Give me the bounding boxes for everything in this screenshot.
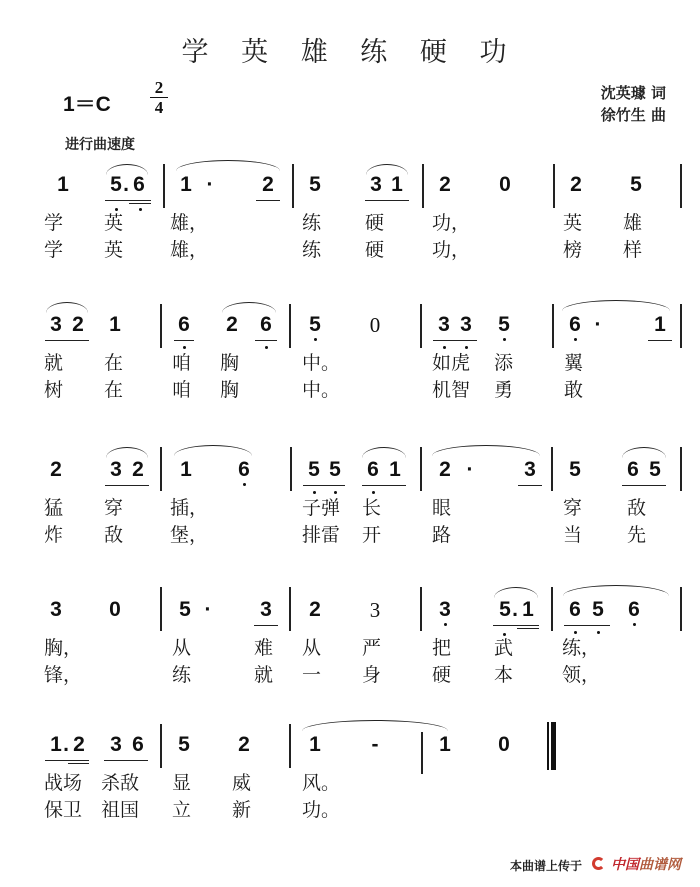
underline bbox=[648, 340, 672, 341]
note: 1 bbox=[654, 313, 666, 336]
note: 3 bbox=[369, 598, 381, 622]
note: 1 bbox=[389, 458, 401, 481]
note: 5 bbox=[569, 458, 581, 481]
lyric-verse1: 把 bbox=[432, 637, 452, 659]
note: - bbox=[371, 733, 379, 756]
note: 0 bbox=[369, 313, 381, 337]
note: 6 bbox=[569, 598, 581, 621]
time-signature bbox=[150, 79, 168, 116]
note: 6 bbox=[569, 313, 581, 336]
bar-line bbox=[292, 164, 294, 208]
lyric-verse2: 在 bbox=[104, 379, 124, 401]
note: 3 bbox=[50, 598, 62, 621]
low-dot bbox=[115, 208, 118, 211]
lyric-verse1: 敌 bbox=[627, 497, 647, 519]
note: 3 bbox=[439, 598, 451, 621]
lyric-verse1: 雄， bbox=[170, 212, 209, 234]
lyric-verse2: 雄， bbox=[170, 239, 209, 261]
lyric-verse2: 样 bbox=[623, 239, 643, 261]
low-dot bbox=[183, 346, 186, 349]
lyric-verse2: 当 bbox=[563, 524, 583, 546]
lyric-verse2: 领， bbox=[562, 664, 601, 686]
note: 5 bbox=[179, 598, 191, 621]
note: 5 bbox=[630, 173, 642, 196]
lyric-verse1: 眼 bbox=[432, 497, 452, 519]
final-barline-thin bbox=[547, 722, 549, 770]
slur bbox=[46, 302, 88, 313]
note: 6 bbox=[260, 313, 272, 336]
note: 0 bbox=[499, 173, 511, 196]
low-dot bbox=[633, 623, 636, 626]
low-dot bbox=[503, 338, 506, 341]
underline bbox=[45, 340, 89, 341]
tie bbox=[176, 160, 280, 171]
note: 5 bbox=[498, 313, 510, 336]
note: 1 bbox=[180, 458, 192, 481]
note: 2 bbox=[439, 458, 451, 481]
lyric-verse2: 中。 bbox=[302, 379, 341, 401]
bar-line bbox=[289, 304, 291, 348]
lyric-verse2: 胸 bbox=[220, 379, 240, 401]
note: . bbox=[512, 598, 518, 621]
lyric-verse2: 榜 bbox=[563, 239, 583, 261]
lyric-verse2: 立 bbox=[172, 799, 192, 821]
note: 6 bbox=[178, 313, 190, 336]
underline bbox=[104, 760, 148, 761]
note: 3 bbox=[438, 313, 450, 336]
note: 5 bbox=[649, 458, 661, 481]
note: 1 bbox=[439, 733, 451, 756]
lyric-verse1: 学 bbox=[44, 212, 64, 234]
lyric-verse2: 保卫 bbox=[44, 799, 83, 821]
underline bbox=[68, 763, 89, 764]
note: 5 bbox=[309, 173, 321, 196]
note: 2 bbox=[73, 733, 85, 756]
lyric-verse2: 敢 bbox=[564, 379, 584, 401]
underline bbox=[255, 340, 277, 341]
bar-line bbox=[551, 587, 553, 631]
note: . bbox=[123, 173, 129, 196]
song-title: 学 英 雄 练 硬 功 bbox=[181, 37, 519, 68]
lyric-verse1: 威 bbox=[232, 772, 252, 794]
lyric-verse1: 练， bbox=[562, 637, 601, 659]
lyric-verse2: 本 bbox=[494, 664, 514, 686]
composer: 徐竹生 曲 bbox=[600, 106, 666, 124]
lyric-verse1: 长 bbox=[362, 497, 382, 519]
underline bbox=[256, 200, 280, 201]
note: 2 bbox=[226, 313, 238, 336]
bar-line bbox=[289, 724, 291, 768]
note: . bbox=[63, 733, 69, 756]
lyric-verse1: 穿 bbox=[563, 497, 583, 519]
note: 1 bbox=[180, 173, 192, 196]
note: 5 bbox=[178, 733, 190, 756]
lyric-verse2: 路 bbox=[432, 524, 452, 546]
low-dot bbox=[139, 208, 142, 211]
low-dot bbox=[597, 631, 600, 634]
note: 6 bbox=[367, 458, 379, 481]
underline bbox=[518, 485, 542, 486]
lyric-verse2: 英 bbox=[104, 239, 124, 261]
lyric-verse1: 胸 bbox=[220, 352, 240, 374]
lyric-verse2: 功， bbox=[432, 239, 471, 261]
lyric-verse1: 杀敌 bbox=[101, 772, 140, 794]
lyric-verse2: 排雷 bbox=[302, 524, 341, 546]
slur bbox=[106, 447, 148, 458]
note: 1 bbox=[109, 313, 121, 336]
underline bbox=[362, 485, 406, 486]
lyric-verse2: 开 bbox=[362, 524, 382, 546]
lyric-verse2: 硬 bbox=[365, 239, 385, 261]
time-numerator: 2 bbox=[154, 78, 164, 97]
note: 3 bbox=[50, 313, 62, 336]
site-name-part1: 中国 bbox=[611, 857, 639, 873]
lyric-verse1: 战场 bbox=[44, 772, 83, 794]
bar-line bbox=[551, 447, 553, 491]
lyric-verse1: 子弹 bbox=[302, 497, 341, 519]
underline bbox=[174, 340, 194, 341]
lyric-verse2: 祖国 bbox=[101, 799, 140, 821]
lyric-verse1: 雄 bbox=[623, 212, 643, 234]
note: 5 bbox=[499, 598, 511, 621]
bar-line bbox=[420, 304, 422, 348]
lyric-verse1: 胸， bbox=[44, 637, 83, 659]
lyric-verse1: 在 bbox=[104, 352, 124, 374]
lyric-verse1: 英 bbox=[563, 212, 583, 234]
lyric-verse1: 英 bbox=[104, 212, 124, 234]
bar-line bbox=[421, 732, 423, 774]
underline bbox=[105, 200, 151, 201]
lyric-verse2: 勇 bbox=[494, 379, 514, 401]
note: 3 bbox=[110, 733, 122, 756]
underline bbox=[303, 485, 345, 486]
note: 1 bbox=[391, 173, 403, 196]
low-dot bbox=[574, 338, 577, 341]
tempo-marking: 进行曲速度 bbox=[65, 137, 135, 153]
tie bbox=[562, 300, 670, 311]
lyric-verse1: 添 bbox=[494, 352, 514, 374]
note: 5 bbox=[308, 458, 320, 481]
lyric-verse2: 练 bbox=[302, 239, 322, 261]
lyric-verse1: 猛 bbox=[44, 497, 64, 519]
bar-line bbox=[160, 447, 162, 491]
note: 1 bbox=[522, 598, 534, 621]
low-dot bbox=[265, 346, 268, 349]
credits bbox=[601, 82, 666, 126]
note: 5 bbox=[329, 458, 341, 481]
note: 6 bbox=[238, 458, 250, 481]
lyric-verse2: 功。 bbox=[302, 799, 341, 821]
note: 1 bbox=[309, 733, 321, 756]
bar-line bbox=[552, 304, 554, 348]
low-dot bbox=[574, 631, 577, 634]
note: · bbox=[594, 313, 602, 336]
lyric-verse1: 难 bbox=[254, 637, 274, 659]
lyric-verse2: 学 bbox=[44, 239, 64, 261]
underline bbox=[493, 625, 539, 626]
lyric-verse1: 中。 bbox=[302, 352, 341, 374]
underline bbox=[254, 625, 278, 626]
bar-line bbox=[420, 587, 422, 631]
lyric-verse1: 练 bbox=[302, 212, 322, 234]
lyric-verse1: 显 bbox=[172, 772, 192, 794]
note: 0 bbox=[498, 733, 510, 756]
note: 2 bbox=[439, 173, 451, 196]
lyric-verse2: 硬 bbox=[432, 664, 452, 686]
lyric-verse1: 从 bbox=[172, 637, 192, 659]
note: 2 bbox=[262, 173, 274, 196]
lyric-verse2: 新 bbox=[232, 799, 252, 821]
note: · bbox=[466, 458, 474, 481]
bar-line bbox=[160, 724, 162, 768]
note: 2 bbox=[50, 458, 62, 481]
lyric-verse1: 从 bbox=[302, 637, 322, 659]
tie bbox=[302, 720, 448, 731]
key-signature: 1＝C bbox=[63, 93, 111, 116]
upload-notice: 本曲谱上传于 bbox=[510, 859, 583, 873]
underline bbox=[517, 628, 539, 629]
bar-line bbox=[553, 164, 555, 208]
low-dot bbox=[465, 346, 468, 349]
lyric-verse1: 硬 bbox=[365, 212, 385, 234]
lyric-verse1: 插， bbox=[170, 497, 209, 519]
low-dot bbox=[372, 491, 375, 494]
bar-line bbox=[680, 587, 682, 631]
tie bbox=[432, 445, 540, 456]
note: 2 bbox=[72, 313, 84, 336]
tie bbox=[563, 585, 669, 596]
low-dot bbox=[503, 633, 506, 636]
slur bbox=[362, 447, 406, 458]
note: 6 bbox=[133, 173, 145, 196]
bar-line bbox=[160, 304, 162, 348]
lyric-verse2: 就 bbox=[254, 664, 274, 686]
low-dot bbox=[313, 491, 316, 494]
underline bbox=[622, 485, 666, 486]
site-name-part2: 曲谱网 bbox=[639, 857, 681, 873]
underline bbox=[365, 200, 409, 201]
lyric-verse1: 就 bbox=[44, 352, 64, 374]
note: 5 bbox=[592, 598, 604, 621]
lyric-verse2: 练 bbox=[172, 664, 192, 686]
lyric-verse2: 咱 bbox=[172, 379, 192, 401]
bar-line bbox=[680, 447, 682, 491]
slur bbox=[494, 587, 538, 598]
bar-line bbox=[289, 587, 291, 631]
note: 2 bbox=[309, 598, 321, 621]
lyric-verse1: 咱 bbox=[172, 352, 192, 374]
note: · bbox=[204, 598, 212, 621]
low-dot bbox=[314, 338, 317, 341]
note: 1 bbox=[50, 733, 62, 756]
note: 1 bbox=[57, 173, 69, 196]
note: 3 bbox=[370, 173, 382, 196]
time-denominator: 4 bbox=[154, 98, 164, 117]
note: 5 bbox=[110, 173, 122, 196]
lyric-verse2: 敌 bbox=[104, 524, 124, 546]
note: 0 bbox=[109, 598, 121, 621]
slur bbox=[174, 445, 252, 456]
bar-line bbox=[422, 164, 424, 208]
bar-line bbox=[420, 447, 422, 491]
note: 3 bbox=[524, 458, 536, 481]
bar-line bbox=[680, 164, 682, 208]
lyric-verse1: 功， bbox=[432, 212, 471, 234]
slur bbox=[622, 447, 666, 458]
bar-line bbox=[160, 587, 162, 631]
bar-line bbox=[290, 447, 292, 491]
underline bbox=[129, 203, 151, 204]
lyric-verse1: 风。 bbox=[302, 772, 341, 794]
lyric-verse1: 翼 bbox=[564, 352, 584, 374]
underline bbox=[564, 625, 610, 626]
lyric-verse1: 严 bbox=[362, 637, 382, 659]
note: 6 bbox=[132, 733, 144, 756]
note: 3 bbox=[460, 313, 472, 336]
note: 2 bbox=[570, 173, 582, 196]
lyric-verse2: 锋， bbox=[44, 664, 83, 686]
final-barline-thick bbox=[551, 722, 556, 770]
lyric-verse2: 一 bbox=[302, 664, 322, 686]
note: 6 bbox=[627, 458, 639, 481]
lyric-verse1: 如虎 bbox=[432, 352, 471, 374]
lyric-verse2: 机智 bbox=[432, 379, 471, 401]
lyric-verse2: 炸 bbox=[44, 524, 64, 546]
lyric-verse2: 先 bbox=[627, 524, 647, 546]
note: 2 bbox=[132, 458, 144, 481]
lyric-verse1: 穿 bbox=[104, 497, 124, 519]
site-logo[interactable] bbox=[597, 854, 681, 874]
low-dot bbox=[334, 491, 337, 494]
underline bbox=[45, 760, 89, 761]
note: 6 bbox=[628, 598, 640, 621]
lyric-verse1: 武 bbox=[494, 637, 514, 659]
low-dot bbox=[243, 483, 246, 486]
low-dot bbox=[444, 623, 447, 626]
underline bbox=[105, 485, 149, 486]
note: 3 bbox=[260, 598, 272, 621]
note: · bbox=[206, 173, 214, 196]
slur bbox=[222, 302, 276, 313]
lyricist: 沈英璩 词 bbox=[600, 84, 666, 102]
bar-line bbox=[163, 164, 165, 208]
note: 5 bbox=[309, 313, 321, 336]
bar-line bbox=[680, 304, 682, 348]
underline bbox=[433, 340, 477, 341]
note: 2 bbox=[238, 733, 250, 756]
lyric-verse2: 身 bbox=[362, 664, 382, 686]
note: 3 bbox=[110, 458, 122, 481]
lyric-verse2: 树 bbox=[44, 379, 64, 401]
lyric-verse2: 堡， bbox=[170, 524, 209, 546]
low-dot bbox=[443, 346, 446, 349]
